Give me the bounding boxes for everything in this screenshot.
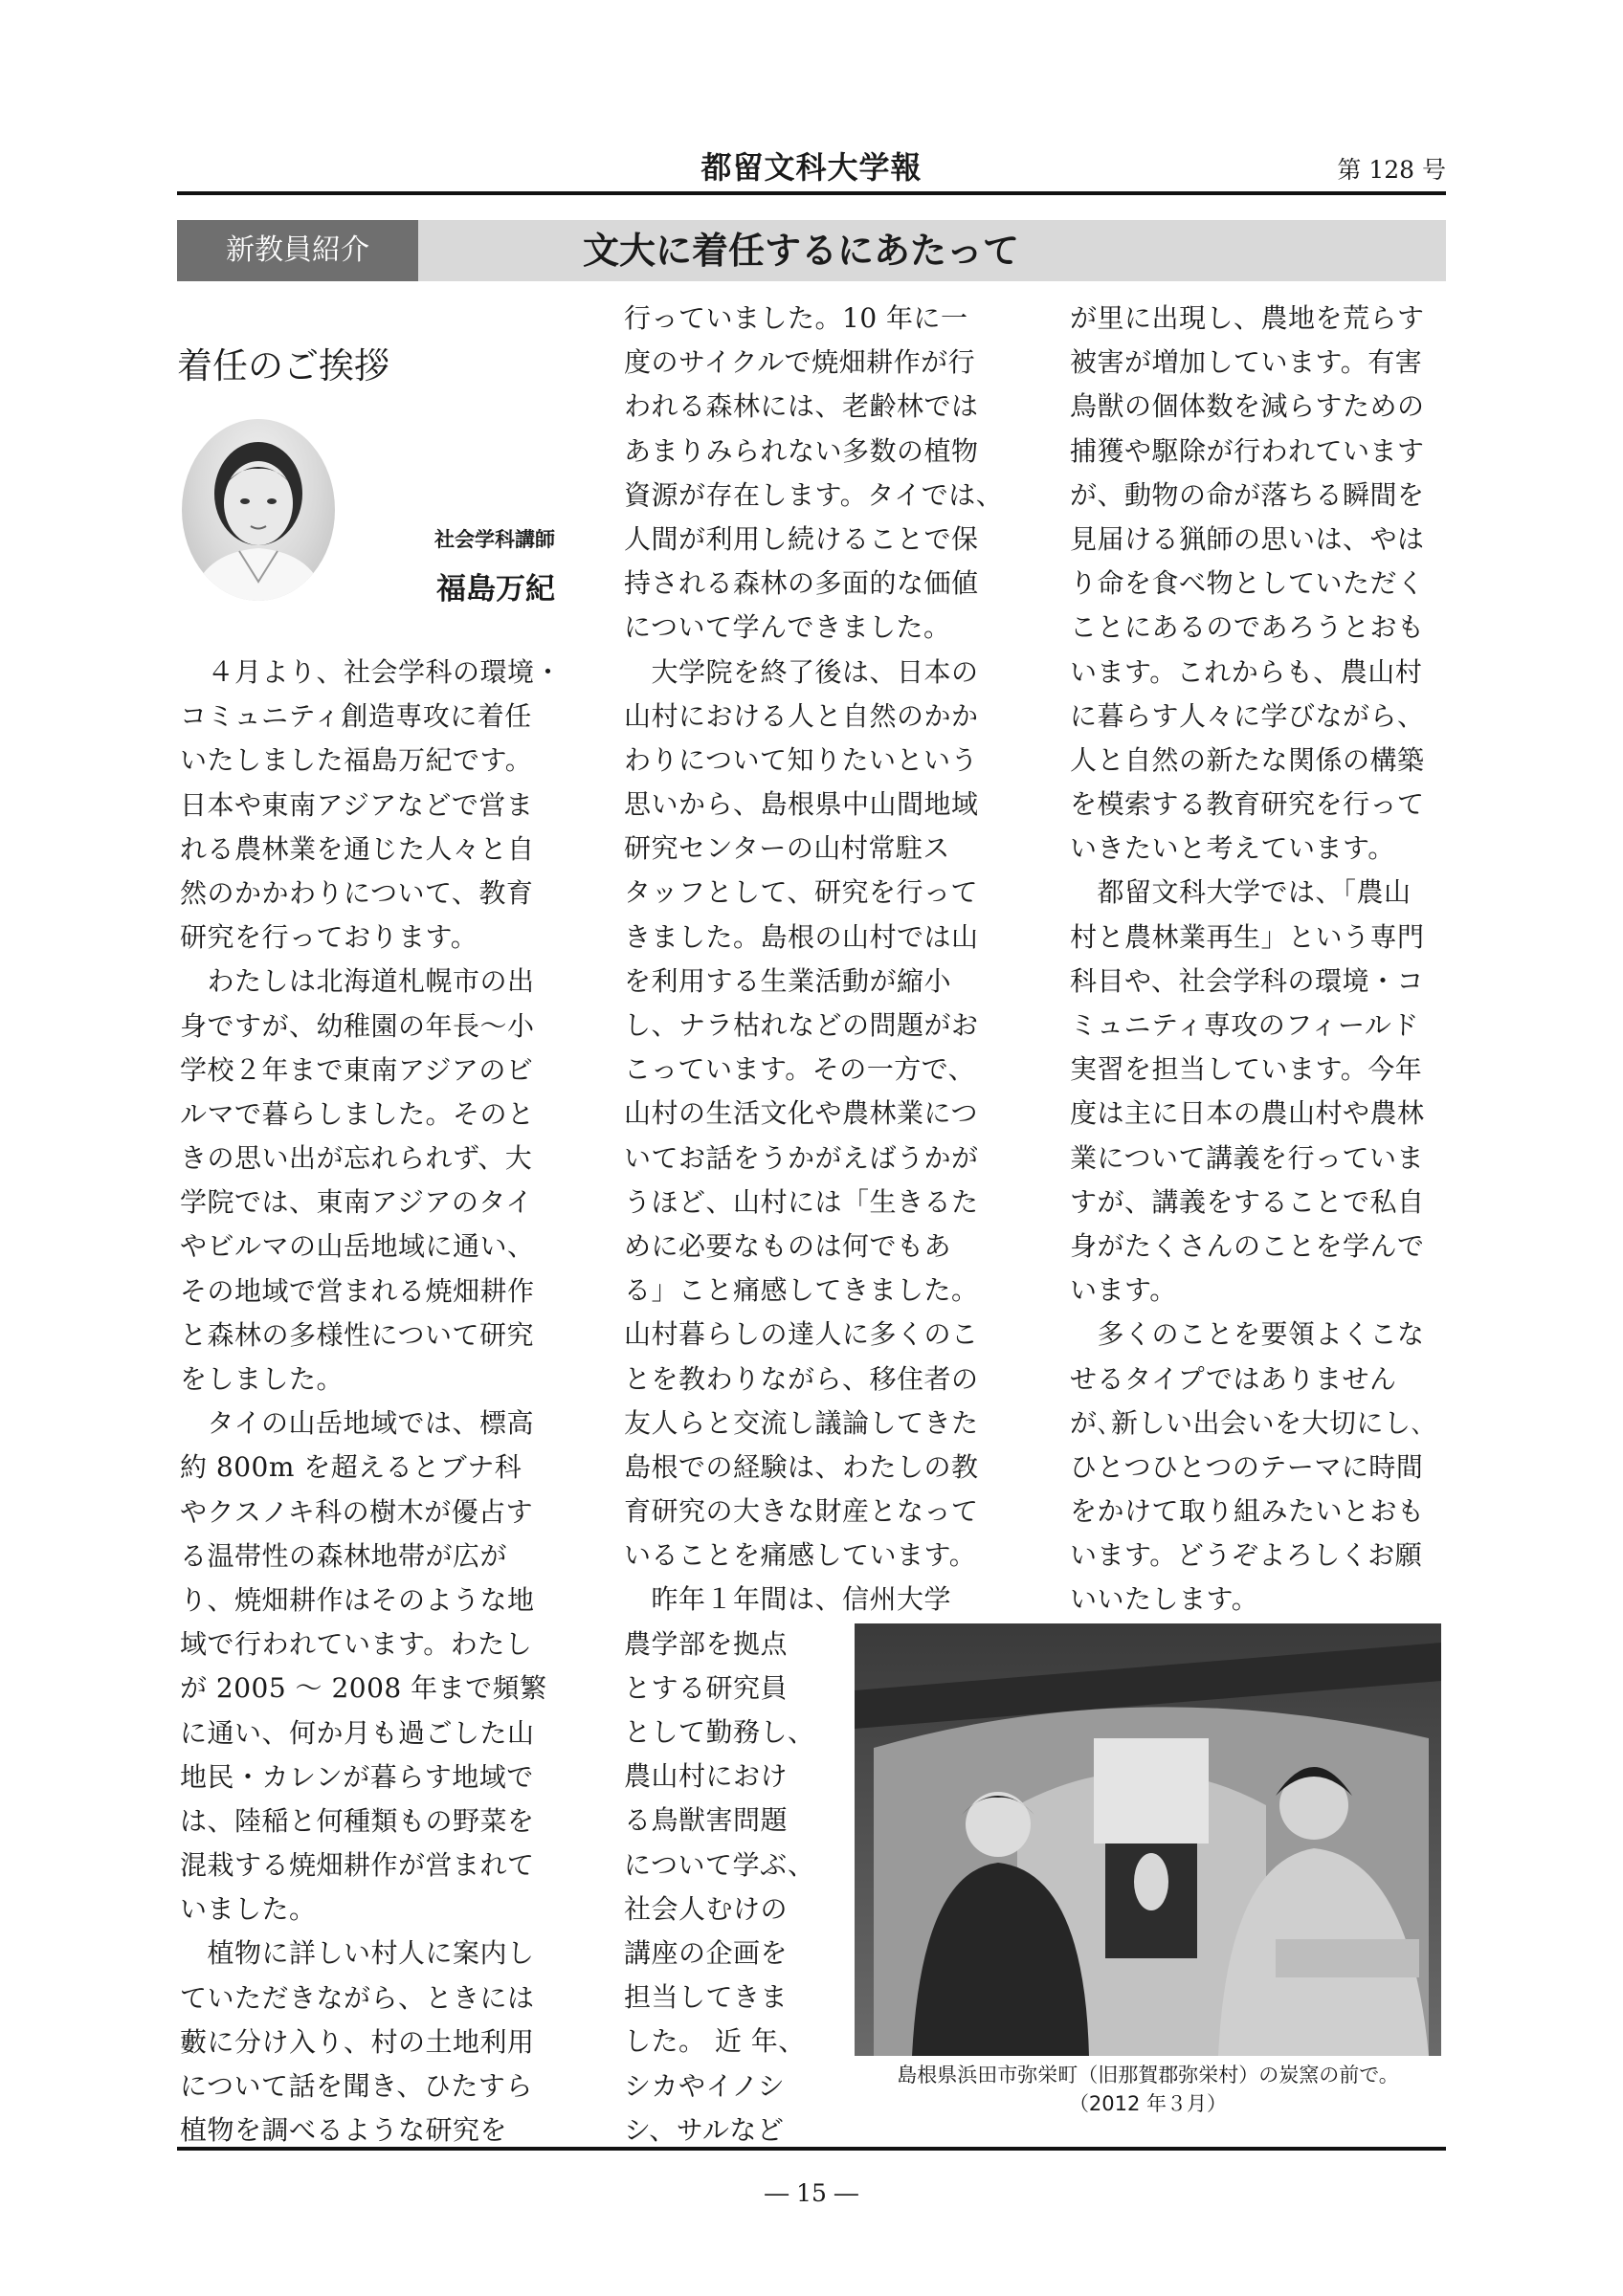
article-title: 着任のご挨拶 <box>177 345 389 386</box>
body-text-line: は、陸稲と何種類もの野菜を <box>180 1804 535 1837</box>
body-text-line: ルマで暮らしました。そのと <box>180 1097 535 1130</box>
body-text-line: 担当してきま <box>624 1981 789 2014</box>
body-text-line: 思いから、島根県中山間地域 <box>624 788 979 821</box>
body-text-line: 捕獲や駆除が行われています <box>1070 434 1425 467</box>
body-text-line: と森林の多様性について研究 <box>180 1318 534 1351</box>
body-text-line: が､新しい出会いを大切にし､ <box>1070 1406 1426 1439</box>
body-text-line: 社会人むけの <box>624 1892 789 1925</box>
body-text-line: 山村における人と自然のかか <box>624 699 979 732</box>
body-text-line: ひとつひとつのテーマに時間 <box>1070 1450 1424 1483</box>
body-text-line: とする研究員 <box>624 1671 789 1704</box>
body-text-line: ていただきながら、ときには <box>180 1981 535 2014</box>
body-text-line: 域で行われています。わたし <box>180 1628 533 1661</box>
body-text-line: をしました。 <box>180 1363 345 1395</box>
body-text-line: について学ぶ、 <box>624 1848 815 1881</box>
body-text-line: について話を聞き、ひたすら <box>180 2070 533 2102</box>
body-text-line: る温帯性の森林地帯が広が <box>180 1539 508 1572</box>
body-text-line: すが、講義をすることで私自 <box>1070 1185 1425 1218</box>
body-text-line: れる農林業を通じた人々と自 <box>180 832 535 865</box>
body-text-line: いきたいと考えています。 <box>1070 832 1395 865</box>
body-text-line: いたしました福島万紀です。 <box>180 744 533 777</box>
body-text-line: 大学院を終了後は、日本の <box>624 655 979 688</box>
caption-line-1: 島根県浜田市弥栄町（旧那賀郡弥栄村）の炭窯の前で。 <box>897 2064 1399 2086</box>
body-text-line: 地民・カレンが暮らす地域で <box>180 1760 534 1793</box>
body-text-line: ミュニティ専攻のフィールド <box>1070 1009 1419 1041</box>
body-text-line: 身がたくさんのことを学んで <box>1070 1229 1425 1262</box>
body-text-line: めに必要なものは何でもあ <box>624 1229 952 1262</box>
section-label: 新教員紹介 <box>177 220 418 281</box>
author-portrait <box>182 419 335 601</box>
author-role: 社会学科講師 <box>434 528 555 551</box>
body-text-line: 混栽する焼畑耕作が営まれて <box>180 1849 535 1882</box>
body-text-line: あまりみられない多数の植物 <box>624 434 979 467</box>
body-text-line: が、動物の命が落ちる瞬間を <box>1070 478 1425 511</box>
body-text-line: 村と農林業再生」という専門 <box>1070 920 1425 953</box>
body-text-line: に通い、何か月も過ごした山 <box>180 1716 535 1749</box>
body-text-line: 島根での経験は、わたしの教 <box>624 1450 979 1483</box>
body-text-line: とを教わりながら、移住者の <box>624 1362 979 1395</box>
body-text-line: 人と自然の新たな関係の構築 <box>1070 743 1425 776</box>
body-text-line: 友人らと交流し議論してきた <box>624 1406 979 1439</box>
body-text-line: が里に出現し、農地を荒らす <box>1070 302 1425 334</box>
body-text-line: る」こと痛感してきました。 <box>624 1274 979 1307</box>
body-text-line: 山村の生活文化や農林業につ <box>624 1097 978 1130</box>
body-text-line: われる森林には、老齢林では <box>624 390 979 423</box>
body-text-line: 農山村におけ <box>624 1760 789 1793</box>
body-text-line: 学院では、東南アジアのタイ <box>180 1186 533 1219</box>
body-text-line: やクスノキ科の樹木が優占す <box>180 1495 534 1528</box>
body-text-line: 鳥獣の個体数を減らすための <box>1070 390 1425 423</box>
body-text-line: いることを痛感しています。 <box>624 1539 977 1572</box>
body-text-line: 身ですが、幼稚園の年長～小 <box>180 1009 535 1042</box>
kiln-photo <box>855 1623 1441 2056</box>
body-text-line: やビルマの山岳地域に通い、 <box>180 1230 535 1263</box>
footer-rule <box>177 2147 1446 2151</box>
body-text-line: る鳥獣害問題 <box>624 1804 789 1837</box>
body-text-line: 山村暮らしの達人に多くのこ <box>624 1318 979 1351</box>
body-text-line: ことにあるのであろうとおも <box>1070 611 1425 644</box>
body-text-line: 都留文科大学では、「農山 <box>1070 876 1412 909</box>
body-text-line: せるタイプではありません <box>1070 1362 1397 1395</box>
page-number: ― 15 ― <box>765 2179 858 2207</box>
body-text-line: が 2005 ～ 2008 年まで頻繁 <box>180 1672 547 1705</box>
body-text-line: います。どうぞよろしくお願 <box>1070 1539 1423 1572</box>
section-title: 文大に着任するにあたって <box>582 230 1019 272</box>
photo-caption <box>855 2061 1441 2118</box>
portrait-illustration <box>182 419 335 601</box>
body-text-line: 藪に分け入り、村の土地利用 <box>180 2025 535 2058</box>
body-text-line: を利用する生業活動が縮小 <box>624 964 952 997</box>
body-text-line: 多くのことを要領よくこな <box>1070 1318 1425 1351</box>
body-text-line: 実習を担当しています。今年 <box>1070 1053 1423 1086</box>
body-text-line: 人間が利用し続けることで保 <box>624 522 979 555</box>
body-text-line: いてお話をうかがえばうかが <box>624 1141 979 1174</box>
caption-line-2: （2012 年３月） <box>1068 2092 1228 2115</box>
body-text-line: います。これからも、農山村 <box>1070 655 1423 688</box>
body-text-line: り命を食べ物としていただく <box>1070 567 1425 600</box>
body-text-line: 講座の企画を <box>624 1936 789 1969</box>
body-text-line: コミュニティ創造専攻に着任 <box>180 700 532 733</box>
body-text-line: 昨年１年間は、信州大学 <box>624 1583 952 1616</box>
body-text-line: 度は主に日本の農山村や農林 <box>1070 1097 1425 1130</box>
body-text-line: ４月より、社会学科の環境・ <box>180 656 563 688</box>
body-text-line: わたしは北海道札幌市の出 <box>180 965 535 998</box>
body-text-line: その地域で営まれる焼畑耕作 <box>180 1274 535 1307</box>
body-text-line: をかけて取り組みたいとおも <box>1070 1495 1425 1528</box>
body-text-line: いいたします。 <box>1070 1583 1259 1616</box>
body-text-line: 科目や、社会学科の環境・コ <box>1070 964 1424 997</box>
body-text-line: 日本や東南アジアなどで営ま <box>180 788 534 821</box>
body-text-line: について学んできました。 <box>624 611 951 644</box>
issue-number: 第 128 号 <box>1337 156 1446 184</box>
body-text-line: タッフとして、研究を行って <box>624 876 978 909</box>
body-text-line: 業について講義を行っていま <box>1070 1141 1424 1174</box>
photo-illustration <box>855 1623 1441 2056</box>
body-column-1 <box>180 651 563 2152</box>
body-text-line: きました。島根の山村では山 <box>624 920 979 953</box>
body-text-line: きの思い出が忘れられず、大 <box>180 1142 533 1175</box>
body-text-line: 研究を行っております。 <box>180 921 478 954</box>
body-text-line: 被害が増加しています。有害 <box>1070 346 1423 379</box>
body-text-line: 育研究の大きな財産となって <box>624 1495 979 1528</box>
body-text-line: 資源が存在します。タイでは、 <box>624 478 1004 511</box>
body-text-line: として勤務し、 <box>624 1716 815 1748</box>
body-text-line: います。 <box>1070 1274 1177 1307</box>
body-text-line: し、ナラ枯れなどの問題がお <box>624 1009 979 1041</box>
body-text-line: こっています。その一方で、 <box>624 1053 976 1086</box>
body-text-line: 研究センターの山村常駐ス <box>624 832 950 865</box>
body-text-line: 行っていました。10 年に一 <box>624 302 968 334</box>
body-text-line: 度のサイクルで焼畑耕作が行 <box>624 346 976 379</box>
body-text-line: シ、サルなど <box>624 2113 785 2146</box>
body-text-line: した。 近 年、 <box>624 2025 806 2058</box>
header-rule <box>177 191 1446 195</box>
body-column-3 <box>1070 297 1448 1623</box>
body-text-line: うほど、山村には「生きるた <box>624 1185 979 1218</box>
body-text-line: 学校２年まで東南アジアのビ <box>180 1053 534 1086</box>
body-text-line: 見届ける猟師の思いは、やは <box>1070 522 1425 555</box>
body-text-line: 然のかかわりについて、教育 <box>180 876 534 909</box>
publication-title: 都留文科大学報 <box>700 149 923 186</box>
body-text-line: タイの山岳地域では、標高 <box>180 1407 534 1440</box>
body-text-line: り、焼畑耕作はそのような地 <box>180 1583 535 1616</box>
body-text-line: 持される森林の多面的な価値 <box>624 567 979 600</box>
body-text-line: に暮らす人々に学びながら、 <box>1070 699 1425 732</box>
body-text-line: 約 800m を超えるとブナ科 <box>180 1451 522 1484</box>
body-text-line: 農学部を拠点 <box>624 1627 789 1660</box>
body-text-line: シカやイノシ <box>624 2069 786 2102</box>
body-text-line: いました。 <box>180 1893 317 1926</box>
body-text-line: 植物に詳しい村人に案内し <box>180 1937 535 1970</box>
author-name: 福島万紀 <box>436 572 555 607</box>
body-text-line: 植物を調べるような研究を <box>180 2114 508 2147</box>
body-text-line: を模索する教育研究を行って <box>1070 788 1425 821</box>
body-text-line: わりについて知りたいという <box>624 743 978 776</box>
